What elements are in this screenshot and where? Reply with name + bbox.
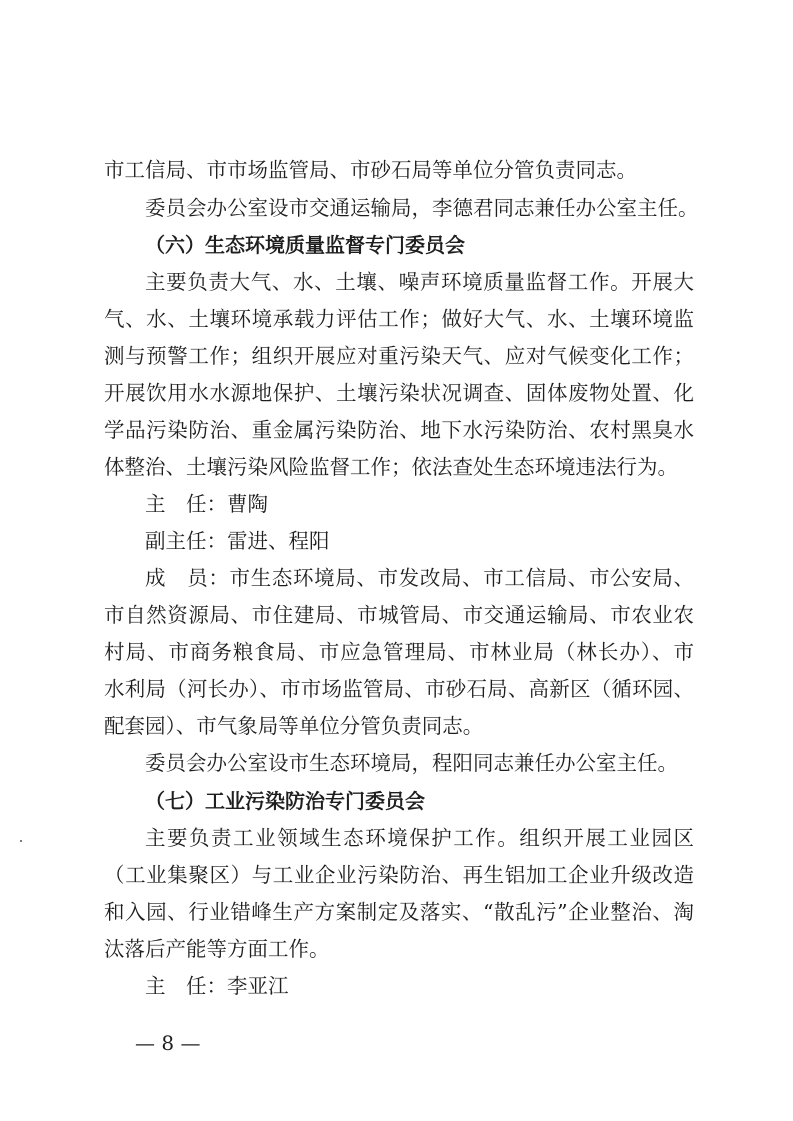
text-line: 委员会办公室设市交通运输局，李德君同志兼任办公室主任。 [145, 196, 699, 220]
page-number: — 8 — [135, 1031, 201, 1055]
deputy-director-line: 副主任：雷进、程阳 [145, 529, 330, 553]
members-line: 成 员：市生态环境局、市发改局、市工信局、市公安局、 [145, 566, 694, 590]
text-line: 主要负责工业领域生态环境保护工作。组织开展工业园区 [145, 826, 694, 850]
text-line: 水利局（河长办）、市市场监管局、市砂石局、高新区（循环园、 [104, 677, 694, 701]
section-heading: （六）生态环境质量监督专门委员会 [145, 233, 465, 257]
scan-speck [20, 840, 22, 842]
text-line: 主要负责大气、水、土壤、噪声环境质量监督工作。开展大 [145, 270, 694, 294]
text-line: （工业集聚区）与工业企业污染防治、再生铝加工企业升级改造 [104, 863, 694, 887]
text-line: 村局、市商务粮食局、市应急管理局、市林业局（林长办）、市 [104, 640, 694, 664]
director-line: 主 任：曹陶 [145, 492, 268, 516]
text-line: 学品污染防治、重金属污染防治、地下水污染防治、农村黑臭水 [104, 418, 694, 442]
section-heading: （七）工业污染防治专门委员会 [145, 789, 425, 813]
text-line: 委员会办公室设市生态环境局，程阳同志兼任办公室主任。 [145, 751, 678, 775]
text-line: 汰落后产能等方面工作。 [104, 937, 330, 961]
text-line: 体整治、土壤污染风险监督工作；依法查处生态环境违法行为。 [104, 455, 678, 479]
text-line: 配套园）、市气象局等单位分管负责同志。 [104, 714, 484, 738]
text-line: 市自然资源局、市住建局、市城管局、市交通运输局、市农业农 [104, 603, 694, 627]
text-line: 测与预警工作；组织开展应对重污染天气、应对气候变化工作； [104, 344, 694, 368]
text-line: 开展饮用水水源地保护、土壤污染状况调查、固体废物处置、化 [104, 381, 694, 405]
text-line: 市工信局、市市场监管局、市砂石局等单位分管负责同志。 [104, 158, 637, 182]
text-line: 和入园、行业错峰生产方案制定及落实、“散乱污”企业整治、淘 [104, 900, 694, 924]
text-line: 气、水、土壤环境承载力评估工作；做好大气、水、土壤环境监 [104, 307, 694, 331]
director-line: 主 任：李亚江 [145, 974, 289, 998]
